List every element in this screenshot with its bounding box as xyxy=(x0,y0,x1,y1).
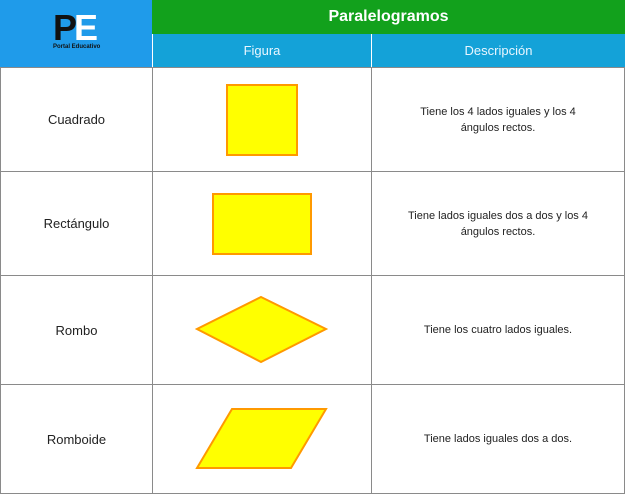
figure-cell-cuadrado xyxy=(152,67,372,172)
figure-cell-rombo xyxy=(152,275,372,385)
row-name-rectangulo: Rectángulo xyxy=(0,171,153,276)
description-rombo: Tiene los cuatro lados iguales. xyxy=(371,275,625,385)
figure-cell-rectangulo xyxy=(152,171,372,276)
row-name-romboide: Romboide xyxy=(0,384,153,494)
square-shape xyxy=(226,84,298,156)
description-cuadrado: Tiene los 4 lados iguales y los 4 ángulos rectos. xyxy=(371,67,625,172)
logo-cell xyxy=(0,0,152,67)
description-romboide: Tiene lados iguales dos a dos. xyxy=(371,384,625,494)
row-name-cuadrado: Cuadrado xyxy=(0,67,153,172)
column-header-descripcion: Descripción xyxy=(371,34,625,67)
description-rectangulo: Tiene lados iguales dos a dos y los 4 ángulos rectos. xyxy=(371,171,625,276)
portal-educativo-logo: PE Portal Educativo xyxy=(53,6,101,50)
rhomboid-shape xyxy=(195,407,329,471)
table-title: Paralelogramos xyxy=(152,0,625,34)
figure-cell-romboide xyxy=(152,384,372,494)
row-name-rombo: Rombo xyxy=(0,275,153,385)
column-header-figura: Figura xyxy=(152,34,371,67)
rectangle-shape xyxy=(212,193,312,255)
rhombus-shape xyxy=(195,295,329,365)
